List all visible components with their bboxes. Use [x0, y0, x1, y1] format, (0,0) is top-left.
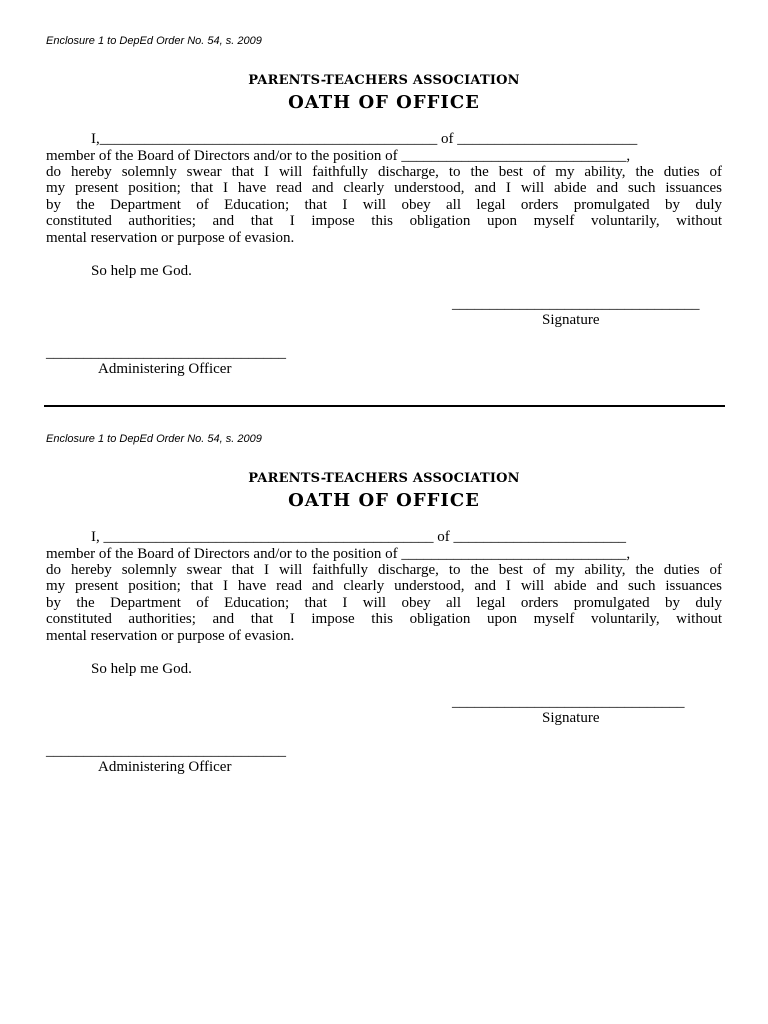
oath-line-7: mental reservation or purpose of evasion.	[46, 628, 295, 644]
enclosure-note: Enclosure 1 to DepEd Order No. 54, s. 2009	[46, 433, 262, 445]
oath-line-7: mental reservation or purpose of evasion.	[46, 230, 295, 246]
organization-heading: PARENTS-TEACHERS ASSOCIATION	[248, 471, 520, 486]
form-title: OATH OF OFFICE	[288, 92, 480, 113]
form-title: OATH OF OFFICE	[288, 490, 480, 511]
oath-line-name: I, ____________________________________________ of _______________________	[91, 529, 626, 545]
oath-line-6: constituted authorities; and that I impose this obligation upon myself voluntarily, without	[46, 611, 722, 627]
signature-line: _________________________________	[452, 296, 700, 312]
enclosure-note: Enclosure 1 to DepEd Order No. 54, s. 2009	[46, 35, 262, 47]
signature-line: _______________________________	[452, 694, 685, 710]
oath-line-4: my present position; that I have read and clearly understood, and I will abide and such issuances	[46, 180, 722, 196]
administering-officer-line: ________________________________	[46, 743, 286, 759]
closing-text: So help me God.	[91, 263, 192, 279]
oath-line-3: do hereby solemnly swear that I will faithfully discharge, to the best of my ability, the duties of	[46, 164, 722, 180]
oath-line-5: by the Department of Education; that I will obey all legal orders promulgated by duly	[46, 197, 722, 213]
oath-line-6: constituted authorities; and that I impose this obligation upon myself voluntarily, without	[46, 213, 722, 229]
oath-line-4: my present position; that I have read and clearly understood, and I will abide and such issuances	[46, 578, 722, 594]
signature-label: Signature	[542, 312, 600, 328]
oath-line-3: do hereby solemnly swear that I will faithfully discharge, to the best of my ability, the duties of	[46, 562, 722, 578]
oath-line-5: by the Department of Education; that I will obey all legal orders promulgated by duly	[46, 595, 722, 611]
administering-officer-label: Administering Officer	[98, 361, 232, 377]
signature-label: Signature	[542, 710, 600, 726]
oath-line-position: member of the Board of Directors and/or to the position of ______________________________,	[46, 148, 631, 164]
organization-heading: PARENTS-TEACHERS ASSOCIATION	[248, 73, 520, 88]
oath-line-name: I,_____________________________________________ of ________________________	[91, 131, 638, 147]
oath-line-position: member of the Board of Directors and/or to the position of ______________________________,	[46, 546, 631, 562]
administering-officer-line: ________________________________	[46, 345, 286, 361]
closing-text: So help me God.	[91, 661, 192, 677]
form-divider	[44, 405, 725, 407]
administering-officer-label: Administering Officer	[98, 759, 232, 775]
